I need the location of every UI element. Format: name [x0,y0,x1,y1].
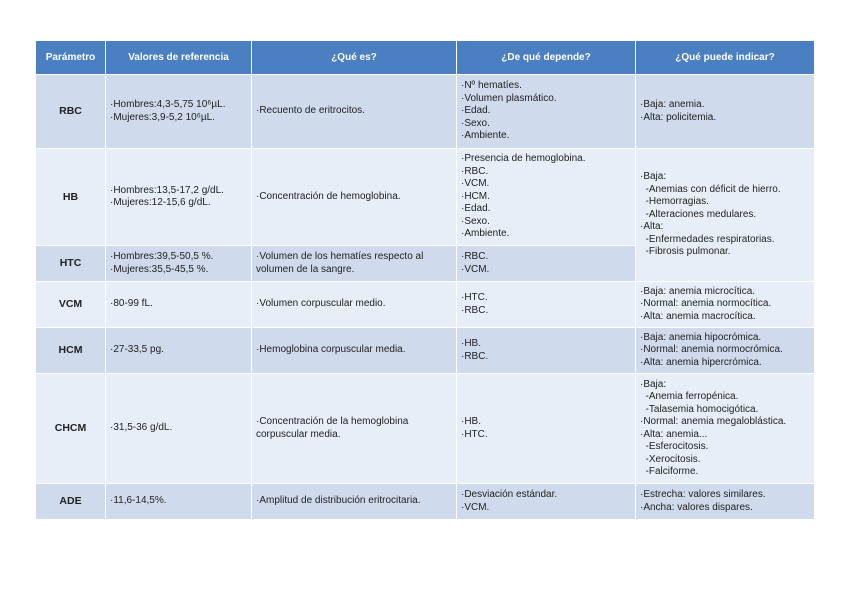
depends-cell [457,484,636,520]
indicates-line: ·Alta: [640,221,664,233]
depends-line: ·RBC. [461,165,489,177]
ref-line: ·11,6-14,5%. [110,495,167,507]
depends-line: ·VCM. [461,501,490,513]
ref-line: ·Hombres:4,3-5,75 10⁶µL. [110,99,226,110]
ref-line: ·Hombres:39,5-50,5 %. [110,251,214,262]
ref-line: ·Mujeres:12-15,6 g/dL. [110,197,211,208]
ref-line: ·27-33,5 pg. [110,344,164,356]
depends-line: ·RBC. [461,251,489,262]
depends-line: ·VCM. [461,263,490,275]
indicates-line: -Talasemia homocigótica. [640,403,759,415]
indicates-line: -Falciforme. [640,466,699,477]
ref-line: ·Mujeres:35,5-45,5 %. [110,263,209,275]
depends-cell [457,374,636,484]
indicates-line: ·Alta: anemia macrocítica. [640,310,756,322]
depends-line: ·Volumen plasmático. [461,92,557,104]
indicates-line: ·Normal: anemia megaloblástica. [640,416,787,427]
depends-line: ·Edad. [461,203,491,215]
indicates-line: ·Alta: policitemia. [640,111,717,123]
reference-cell [106,484,252,520]
param-cell: HB [36,149,106,246]
reference-cell [106,328,252,374]
depends-line: ·Edad. [461,105,491,117]
ref-line: ·80-99 fL. [110,298,153,310]
indicates-line: -Anemia ferropénica. [640,391,739,402]
header-row [36,41,815,75]
depends-line: ·HB. [461,338,481,349]
table-row-hcm [36,328,815,374]
what-cell: ·Recuento de eritrocitos. [252,75,457,149]
indicates-line: -Hemorragias. [640,196,709,208]
reference-cell [106,246,252,282]
ref-line: ·Hombres:13,5-17,2 g/dL. [110,184,224,196]
ref-line: ·Mujeres:3,9-5,2 10⁶µL. [110,111,215,123]
header-que-puede-indicar: ¿Qué puede indicar? [636,41,815,75]
indicates-cell [636,75,815,149]
hematology-reference-table [35,40,815,520]
indicates-line: ·Normal: anemia normocrómica. [640,344,783,356]
ref-line: ·31,5-36 g/dL. [110,422,173,434]
header-valores-referencia: Valores de referencia [106,41,252,75]
indicates-line: ·Baja: [640,171,667,183]
indicates-line: -Enfermedades respiratorias. [640,233,775,245]
header-de-que-depende: ¿De qué depende? [457,41,636,75]
depends-line: ·VCM. [461,178,490,190]
depends-line: ·Ambiente. [461,130,510,142]
what-cell: ·Hemoglobina corpuscular media. [252,328,457,374]
depends-cell [457,328,636,374]
indicates-line: ·Normal: anemia normocítica. [640,298,772,310]
what-cell: ·Concentración de hemoglobina. [252,149,457,246]
depends-line: ·HTC. [461,292,488,303]
indicates-line: ·Alta: anemia hipercrómica. [640,356,762,368]
reference-cell [106,374,252,484]
table-row-rbc [36,75,815,149]
param-cell: HTC [36,246,106,282]
depends-line: ·Nº hematíes. [461,80,522,92]
table-row-ade [36,484,815,520]
depends-line: ·Sexo. [461,117,490,129]
depends-line: ·RBC. [461,350,489,362]
indicates-line: ·Estrecha: valores similares. [640,489,766,500]
depends-line: ·HB. [461,416,481,427]
reference-cell [106,282,252,328]
indicates-line: ·Alta: anemia... [640,428,708,440]
param-cell: RBC [36,75,106,149]
depends-line: ·HTC. [461,428,488,440]
param-cell: ADE [36,484,106,520]
header-que-es: ¿Qué es? [252,41,457,75]
indicates-line: -Alteraciones medulares. [640,208,757,220]
reference-cell [106,75,252,149]
table-row-vcm [36,282,815,328]
indicates-line: -Fibrosis pulmonar. [640,246,731,258]
depends-cell [457,149,636,246]
indicates-line: ·Baja: anemia hipocrómica. [640,331,762,343]
depends-line: ·Sexo. [461,215,490,227]
depends-line: ·Desviación estándar. [461,489,558,500]
param-cell: HCM [36,328,106,374]
param-cell: VCM [36,282,106,328]
table-row-hb [36,149,815,246]
indicates-cell [636,374,815,484]
what-cell: ·Volumen corpuscular medio. [252,282,457,328]
depends-cell [457,75,636,149]
indicates-cell [636,149,815,282]
indicates-line: -Anemias con déficit de hierro. [640,183,781,195]
depends-cell [457,282,636,328]
indicates-line: ·Baja: anemia microcítica. [640,285,756,297]
indicates-line: -Xerocitosis. [640,453,701,465]
indicates-line: ·Baja: anemia. [640,99,705,110]
depends-line: ·Presencia de hemoglobina. [461,153,586,165]
indicates-line: -Esferocitosis. [640,441,709,452]
depends-line: ·RBC. [461,304,489,316]
what-cell: ·Amplitud de distribución eritrocitaria. [252,484,457,520]
depends-line: ·Ambiente. [461,228,510,240]
indicates-cell [636,282,815,328]
param-cell: CHCM [36,374,106,484]
reference-cell [106,149,252,246]
indicates-line: ·Baja: [640,378,667,390]
what-cell: ·Volumen de los hematíes respecto al volumen de la sangre. [252,246,457,282]
depends-line: ·HCM. [461,190,490,202]
what-cell: ·Concentración de la hemoglobina corpuscular media. [252,374,457,484]
indicates-line: ·Ancha: valores dispares. [640,501,753,513]
header-parametro: Parámetro [36,41,106,75]
depends-cell [457,246,636,282]
indicates-cell [636,328,815,374]
table-row-chcm [36,374,815,484]
indicates-cell [636,484,815,520]
